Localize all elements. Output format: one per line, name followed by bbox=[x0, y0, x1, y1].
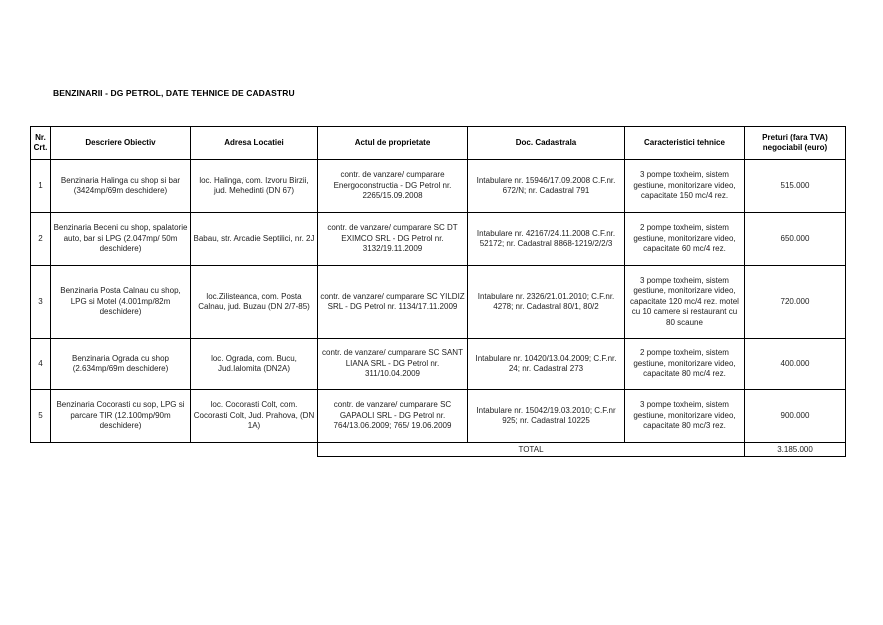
table-row bbox=[31, 339, 846, 390]
cadastral-table bbox=[30, 126, 846, 457]
header-caract: Caracteristici tehnice bbox=[625, 127, 745, 160]
cell-pret: 400.000 bbox=[745, 339, 846, 390]
table-row bbox=[31, 160, 846, 213]
cell-doc: Intabulare nr. 15946/17.09.2008 C.F.nr. 672/N; nr. Cadastral 791 bbox=[468, 160, 625, 213]
table-row bbox=[31, 266, 846, 339]
cell-nr: 4 bbox=[31, 339, 51, 390]
cell-nr: 3 bbox=[31, 266, 51, 339]
cell-doc: Intabulare nr. 15042/19.03.2010; C.F.nr 925; nr. Cadastral 10225 bbox=[468, 390, 625, 443]
total-row bbox=[31, 443, 846, 457]
header-adresa: Adresa Locatiei bbox=[191, 127, 318, 160]
table-header-row bbox=[31, 127, 846, 160]
header-pret-line1: Preturi (fara TVA) bbox=[762, 132, 828, 142]
cell-adresa: loc. Ograda, com. Bucu, Jud.Ialomita (DN2A) bbox=[191, 339, 318, 390]
cell-caract: 3 pompe toxheim, sistem gestiune, monitorizare video, capacitate 120 mc/4 rez. motel cu 10 camere si restaurant cu 80 scaune bbox=[625, 266, 745, 339]
cell-adresa: loc. Halinga, com. Izvoru Birzii, jud. Mehedinti (DN 67) bbox=[191, 160, 318, 213]
cell-doc: Intabulare nr. 10420/13.04.2009; C.F.nr. 24; nr. Cadastral 273 bbox=[468, 339, 625, 390]
cell-act: contr. de vanzare/ cumparare SC GAPAOLI SRL - DG Petrol nr. 764/13.06.2009; 765/ 19.06.2009 bbox=[318, 390, 468, 443]
cell-act: contr. de vanzare/ cumparare Energoconstructia - DG Petrol nr. 2265/15.09.2008 bbox=[318, 160, 468, 213]
cell-nr: 5 bbox=[31, 390, 51, 443]
cell-nr: 1 bbox=[31, 160, 51, 213]
cell-descriere: Benzinaria Ograda cu shop (2.634mp/69m deschidere) bbox=[51, 339, 191, 390]
cell-pret: 515.000 bbox=[745, 160, 846, 213]
cell-descriere: Benzinaria Posta Calnau cu shop, LPG si Motel (4.001mp/82m deschidere) bbox=[51, 266, 191, 339]
header-pret bbox=[745, 127, 846, 160]
cell-descriere: Benzinaria Halinga cu shop si bar (3424mp/69m deschidere) bbox=[51, 160, 191, 213]
header-pret-line2: negociabil (euro) bbox=[762, 143, 828, 152]
cell-act: contr. de vanzare/ cumparare SC YILDIZ SRL - DG Petrol nr. 1134/17.11.2009 bbox=[318, 266, 468, 339]
document-title: BENZINARII - DG PETROL, DATE TEHNICE DE CADASTRU bbox=[53, 88, 295, 98]
total-label: TOTAL bbox=[318, 443, 745, 457]
cell-descriere: Benzinaria Cocorasti cu sop, LPG si parcare TIR (12.100mp/90m deschidere) bbox=[51, 390, 191, 443]
table-row bbox=[31, 390, 846, 443]
header-nr: Nr. Crt. bbox=[31, 127, 51, 160]
cell-doc: Intabulare nr. 42167/24.11.2008 C.F.nr. 52172; nr. Cadastral 8868-1219/2/2/3 bbox=[468, 213, 625, 266]
total-value: 3.185.000 bbox=[745, 443, 846, 457]
cell-pret: 900.000 bbox=[745, 390, 846, 443]
cell-adresa: loc. Cocorasti Colt, com. Cocorasti Colt, Jud. Prahova, (DN 1A) bbox=[191, 390, 318, 443]
cell-act: contr. de vanzare/ cumparare SC SANT LIANA SRL - DG Petrol nr. 311/10.04.2009 bbox=[318, 339, 468, 390]
header-doc: Doc. Cadastrala bbox=[468, 127, 625, 160]
cell-nr: 2 bbox=[31, 213, 51, 266]
total-spacer bbox=[31, 443, 318, 457]
header-descriere: Descriere Obiectiv bbox=[51, 127, 191, 160]
cell-doc: Intabulare nr. 2326/21.01.2010; C.F.nr. 4278; nr. Cadastral 80/1, 80/2 bbox=[468, 266, 625, 339]
cell-caract: 3 pompe toxheim, sistem gestiune, monitorizare video, capacitate 80 mc/3 rez. bbox=[625, 390, 745, 443]
cell-caract: 2 pompe toxheim, sistem gestiune, monitorizare video, capacitate 60 mc/4 rez. bbox=[625, 213, 745, 266]
cell-pret: 650.000 bbox=[745, 213, 846, 266]
cell-caract: 3 pompe toxheim, sistem gestiune, monitorizare video, capacitate 150 mc/4 rez. bbox=[625, 160, 745, 213]
cell-adresa: Babau, str. Arcadie Septilici, nr. 2J bbox=[191, 213, 318, 266]
cell-caract: 2 pompe toxheim, sistem gestiune, monitorizare video, capacitate 80 mc/4 rez. bbox=[625, 339, 745, 390]
cell-adresa: loc.Zilisteanca, com. Posta Calnau, jud. Buzau (DN 2/7-85) bbox=[191, 266, 318, 339]
cell-pret: 720.000 bbox=[745, 266, 846, 339]
cell-descriere: Benzinaria Beceni cu shop, spalatorie auto, bar si LPG (2.047mp/ 50m deschidere) bbox=[51, 213, 191, 266]
header-act: Actul de proprietate bbox=[318, 127, 468, 160]
cell-act: contr. de vanzare/ cumparare SC DT EXIMCO SRL - DG Petrol nr. 3132/19.11.2009 bbox=[318, 213, 468, 266]
table-row bbox=[31, 213, 846, 266]
